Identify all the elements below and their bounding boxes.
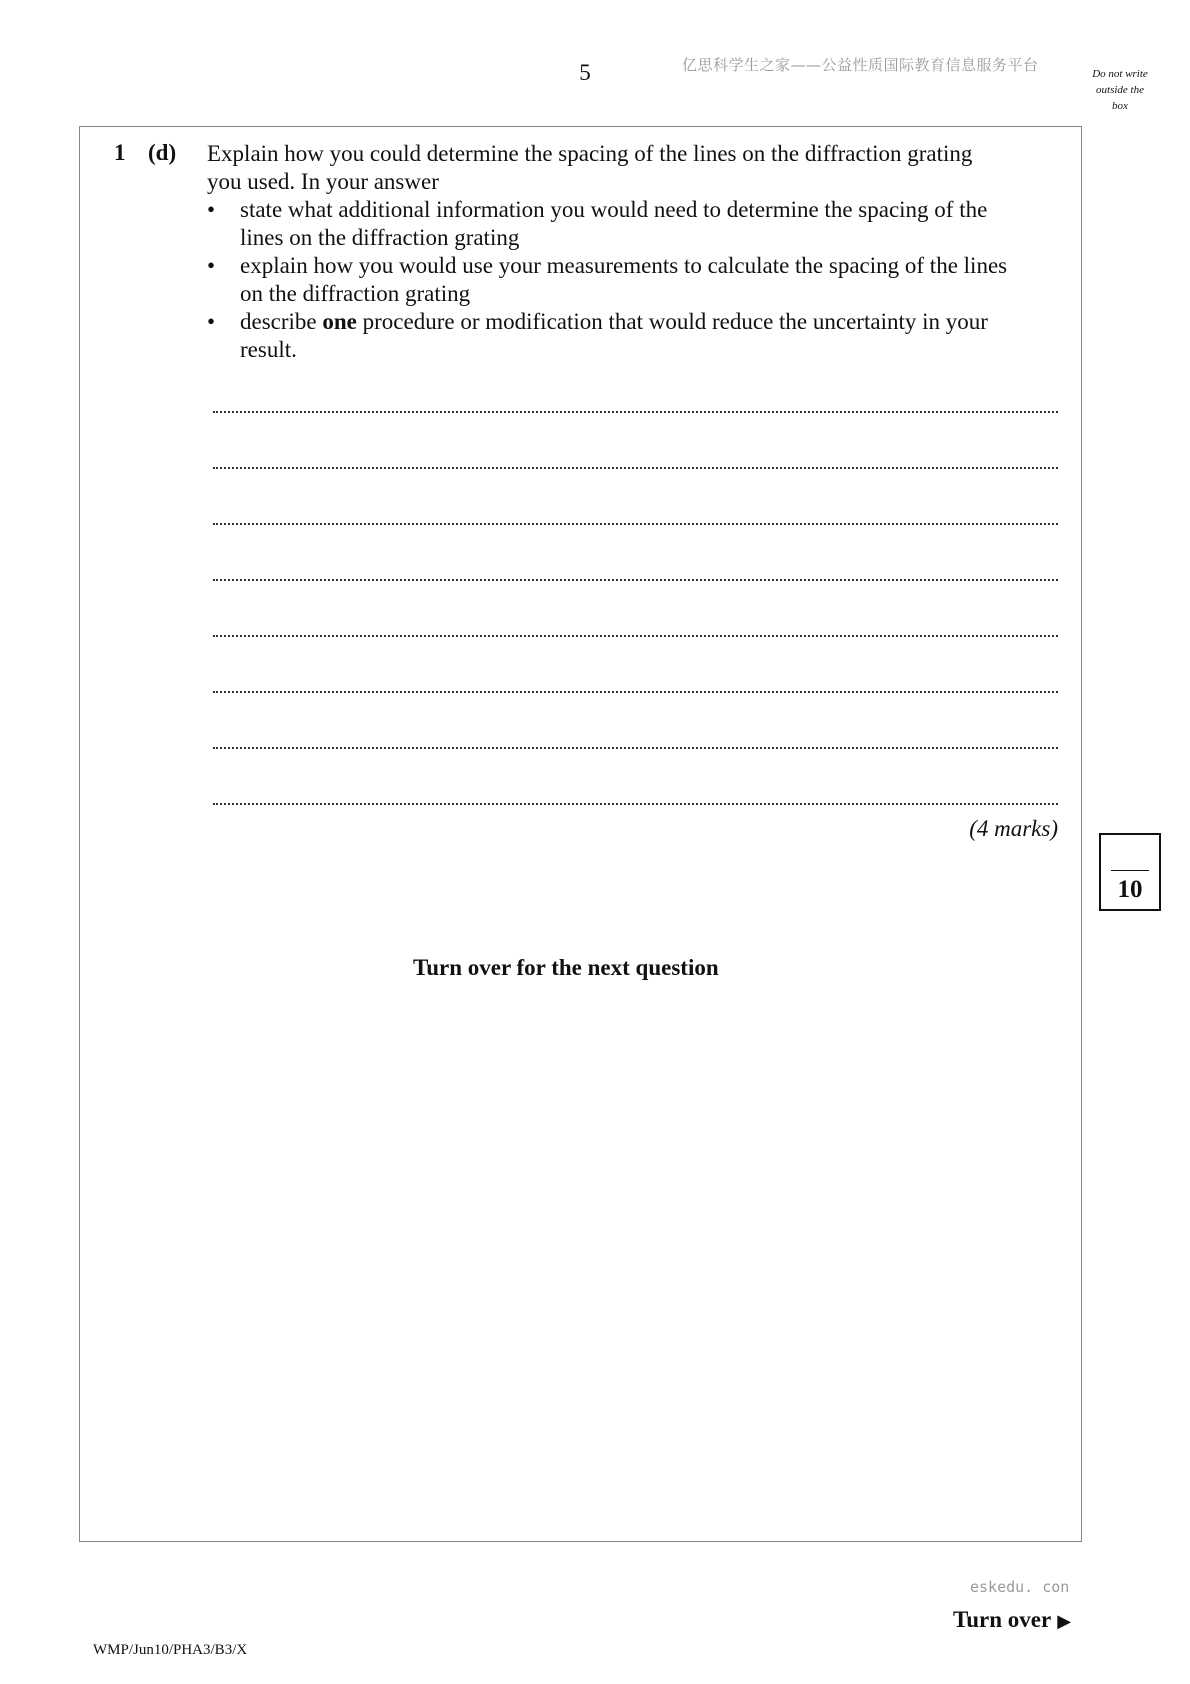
bullet-icon: • bbox=[207, 309, 216, 334]
bullet-icon: • bbox=[207, 197, 216, 222]
bullet-text-bold: one bbox=[322, 309, 357, 334]
bullet-text-before: describe bbox=[240, 309, 323, 334]
answer-line[interactable] bbox=[213, 579, 1058, 581]
score-total: 10 bbox=[1117, 876, 1143, 903]
margin-note bbox=[1082, 66, 1158, 114]
question-number: 1 bbox=[114, 140, 126, 165]
margin-note-line: box bbox=[1112, 100, 1128, 112]
answer-line[interactable] bbox=[213, 523, 1058, 525]
bullet-text-after: procedure or modification that would reduce the uncertainty in your bbox=[356, 309, 988, 334]
bullet-line: result. bbox=[240, 337, 297, 362]
score-box bbox=[1099, 833, 1161, 911]
marks-allocation: (4 marks) bbox=[969, 816, 1058, 841]
bullet-line: state what additional information you would need to determine the spacing of the bbox=[240, 197, 988, 222]
answer-line[interactable] bbox=[213, 635, 1058, 637]
turn-over-label: Turn over bbox=[953, 1607, 1052, 1632]
bullet-line: explain how you would use your measurements to calculate the spacing of the lines bbox=[240, 253, 1008, 278]
margin-note-line: Do not write bbox=[1092, 68, 1148, 80]
answer-line[interactable] bbox=[213, 467, 1058, 469]
bullet-line bbox=[240, 308, 988, 336]
bullet-item bbox=[240, 196, 987, 252]
answer-line[interactable] bbox=[213, 803, 1058, 805]
score-box-rule bbox=[1111, 870, 1149, 871]
arrow-right-icon: ▶ bbox=[1057, 1611, 1072, 1631]
bullet-line: on the diffraction grating bbox=[240, 281, 471, 306]
question-intro bbox=[207, 140, 972, 196]
watermark-top: 亿思科学生之家——公益性质国际教育信息服务平台 bbox=[682, 56, 1039, 74]
margin-note-line: outside the bbox=[1096, 84, 1144, 96]
watermark-bottom: eskedu. con bbox=[970, 1578, 1070, 1596]
question-intro-line: you used. In your answer bbox=[207, 169, 439, 194]
turn-over-next-question: Turn over for the next question bbox=[413, 955, 719, 980]
bullet-line: lines on the diffraction grating bbox=[240, 225, 520, 250]
answer-line[interactable] bbox=[213, 747, 1058, 749]
paper-code: WMP/Jun10/PHA3/B3/X bbox=[93, 1642, 248, 1658]
answer-line[interactable] bbox=[213, 691, 1058, 693]
bullet-item bbox=[240, 308, 988, 364]
turn-over bbox=[953, 1607, 1071, 1633]
bullet-icon: • bbox=[207, 253, 216, 278]
page-number: 5 bbox=[579, 60, 591, 85]
bullet-item bbox=[240, 252, 1007, 308]
question-part: (d) bbox=[148, 140, 177, 165]
question-intro-line: Explain how you could determine the spacing of the lines on the diffraction grating bbox=[207, 141, 973, 166]
answer-line[interactable] bbox=[213, 411, 1058, 413]
